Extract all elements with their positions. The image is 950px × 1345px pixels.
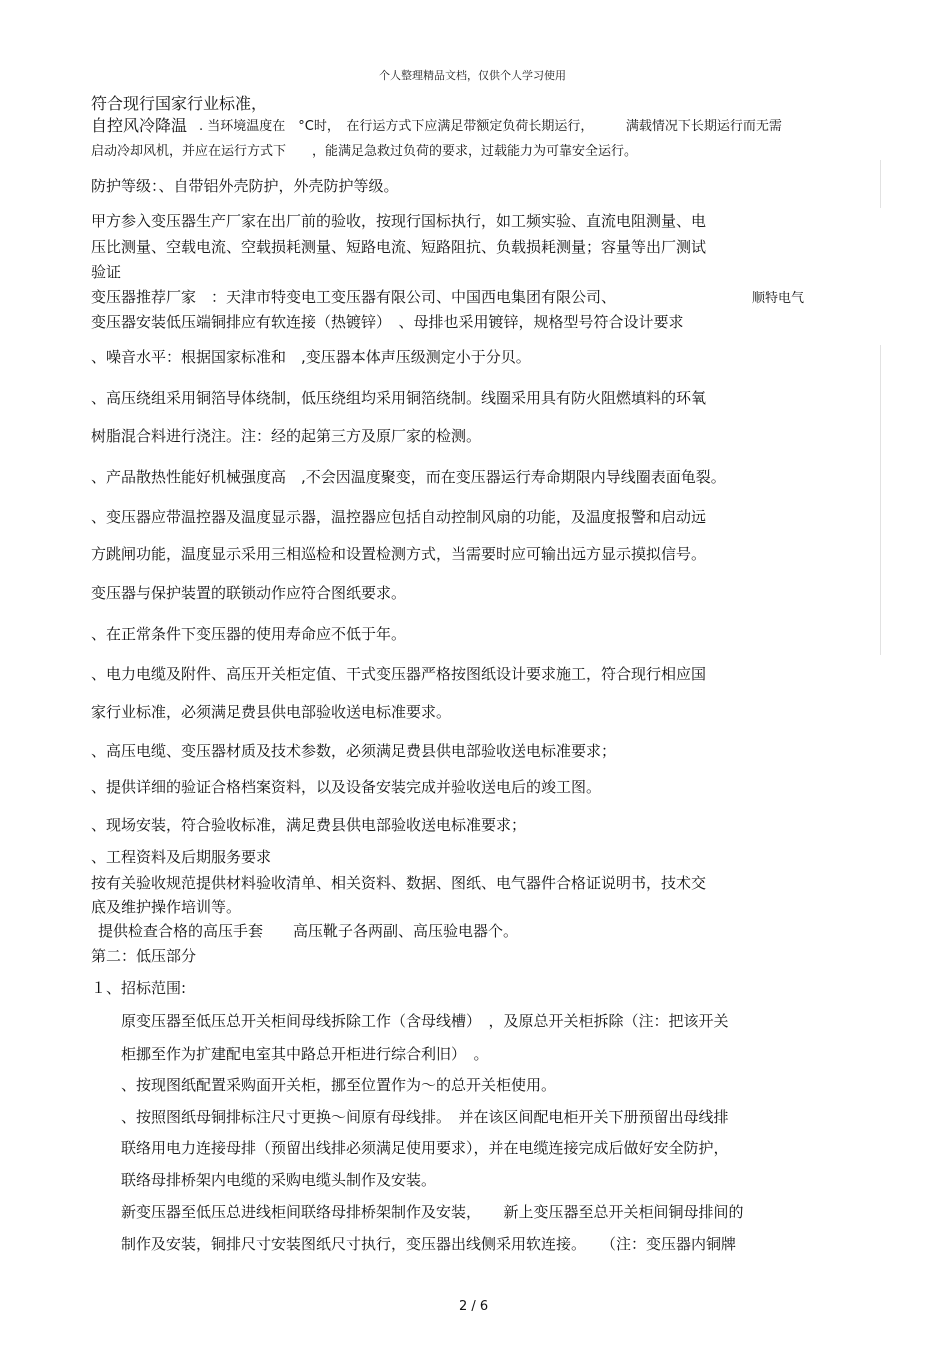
body-line: 新变压器至低压总进线柜间联络母排桥架制作及安装， 新上变压器至总开关柜间铜母排间的 bbox=[121, 1203, 744, 1221]
body-line: 启动冷却风机，并应在运行方式下 ，能满足急救过负荷的要求，过载能力为可靠安全运行。 bbox=[91, 144, 638, 159]
scan-edge-line bbox=[880, 345, 881, 655]
body-line: 联络母排桥架内电缆的采购电缆头制作及安装。 bbox=[121, 1171, 437, 1189]
body-line: 、高压电缆、变压器材质及技术参数，必须满足费县供电部验收送电标准要求； bbox=[91, 742, 617, 760]
body-line: 第二：低压部分 bbox=[91, 947, 197, 965]
header-note: 个人整理精品文档，仅供个人学习使用 bbox=[379, 69, 566, 82]
body-line: 、工程资料及后期服务要求 bbox=[91, 848, 272, 866]
body-line: 验证 bbox=[91, 263, 122, 281]
body-line: １、招标范围: bbox=[91, 979, 187, 997]
body-line: 、变压器应带温控器及温度显示器，温控器应包括自动控制风扇的功能，及温度报警和启动远 bbox=[91, 508, 707, 526]
body-line: 符合现行国家行业标准， bbox=[91, 94, 268, 113]
body-line: . 当环境温度在 °C时， 在行运方式下应满足带额定负荷长期运行， 满载情况下长期运行而无需 bbox=[199, 119, 782, 134]
body-line: 底及维护操作培训等。 bbox=[91, 898, 242, 916]
body-line: 家行业标准，必须满足费县供电部验收送电标准要求。 bbox=[91, 703, 452, 721]
body-line: 按有关验收规范提供材料验收清单、相关资料、数据、图纸、电气器件合格证说明书，技术交 bbox=[91, 874, 707, 892]
body-line: 、按照图纸母铜排标注尺寸更换～间原有母线排。 并在该区间配电柜开关下册预留出母线排 bbox=[121, 1108, 729, 1126]
body-line: 变压器与保护装置的联锁动作应符合图纸要求。 bbox=[91, 584, 407, 602]
body-line: 、按现图纸配置采购面开关柜，挪至位置作为～的总开关柜使用。 bbox=[121, 1076, 557, 1094]
body-line: 树脂混合料进行浇注。注：经的起第三方及原厂家的检测。 bbox=[91, 427, 482, 445]
body-line: 顺特电气 bbox=[752, 291, 805, 306]
body-line: 变压器推荐厂家 ：天津市特变电工变压器有限公司、中国西电集团有限公司、 bbox=[91, 288, 617, 306]
page-number: 2 / 6 bbox=[459, 1299, 489, 1314]
body-line: 柜挪至作为扩建配电室其中路总开柜进行综合利旧） 。 bbox=[121, 1045, 489, 1063]
body-line: 制作及安装，铜排尺寸安装图纸尺寸执行，变压器出线侧采用软连接。 （注：变压器内铜牌 bbox=[121, 1235, 737, 1253]
body-line: 提供检查合格的高压手套 高压靴子各两副、高压验电器个。 bbox=[98, 922, 519, 940]
body-line: 变压器安装低压端铜排应有软连接（热镀锌） 、母排也采用镀锌，规格型号符合设计要求 bbox=[91, 313, 684, 331]
body-line: 方跳闸功能，温度显示采用三相巡检和设置检测方式，当需要时应可输出远方显示摸拟信号。 bbox=[91, 545, 707, 563]
body-line: 原变压器至低压总开关柜间母线拆除工作（含母线槽） ，及原总开关柜拆除（注：把该开关 bbox=[121, 1012, 729, 1030]
body-line: 防护等级：、自带铝外壳防护，外壳防护等级。 bbox=[91, 177, 399, 195]
body-line: 自控风冷降温 bbox=[91, 116, 188, 135]
body-line: 、现场安装，符合验收标准，满足费县供电部验收送电标准要求； bbox=[91, 816, 527, 834]
body-line: 、电力电缆及附件、高压开关柜定值、干式变压器严格按图纸设计要求施工，符合现行相应国 bbox=[91, 665, 707, 683]
body-line: 甲方参入变压器生产厂家在出厂前的验收，按现行国标执行，如工频实验、直流电阻测量、电 bbox=[91, 212, 707, 230]
body-line: 联络用电力连接母排（预留出线排必须满足使用要求），并在电缆连接完成后做好安全防护， bbox=[121, 1139, 729, 1157]
body-line: 、噪音水平：根据国家标准和 ,变压器本体声压级测定小于分贝。 bbox=[91, 348, 531, 366]
scan-edge-line bbox=[880, 160, 881, 208]
body-line: 压比测量、空载电流、空载损耗测量、短路电流、短路阻抗、负载损耗测量；容量等出厂测试 bbox=[91, 238, 707, 256]
body-line: 、提供详细的验证合格档案资料，以及设备安装完成并验收送电后的竣工图。 bbox=[91, 778, 602, 796]
body-line: 、产品散热性能好机械强度高 ,不会因温度聚变，而在变压器运行寿命期限内导线圈表面龟裂。 bbox=[91, 468, 726, 486]
body-line: 、高压绕组采用铜箔导体绕制，低压绕组均采用铜箔绕制。线圈采用具有防火阻燃填料的环氧 bbox=[91, 389, 707, 407]
body-line: 、在正常条件下变压器的使用寿命应不低于年。 bbox=[91, 625, 407, 643]
